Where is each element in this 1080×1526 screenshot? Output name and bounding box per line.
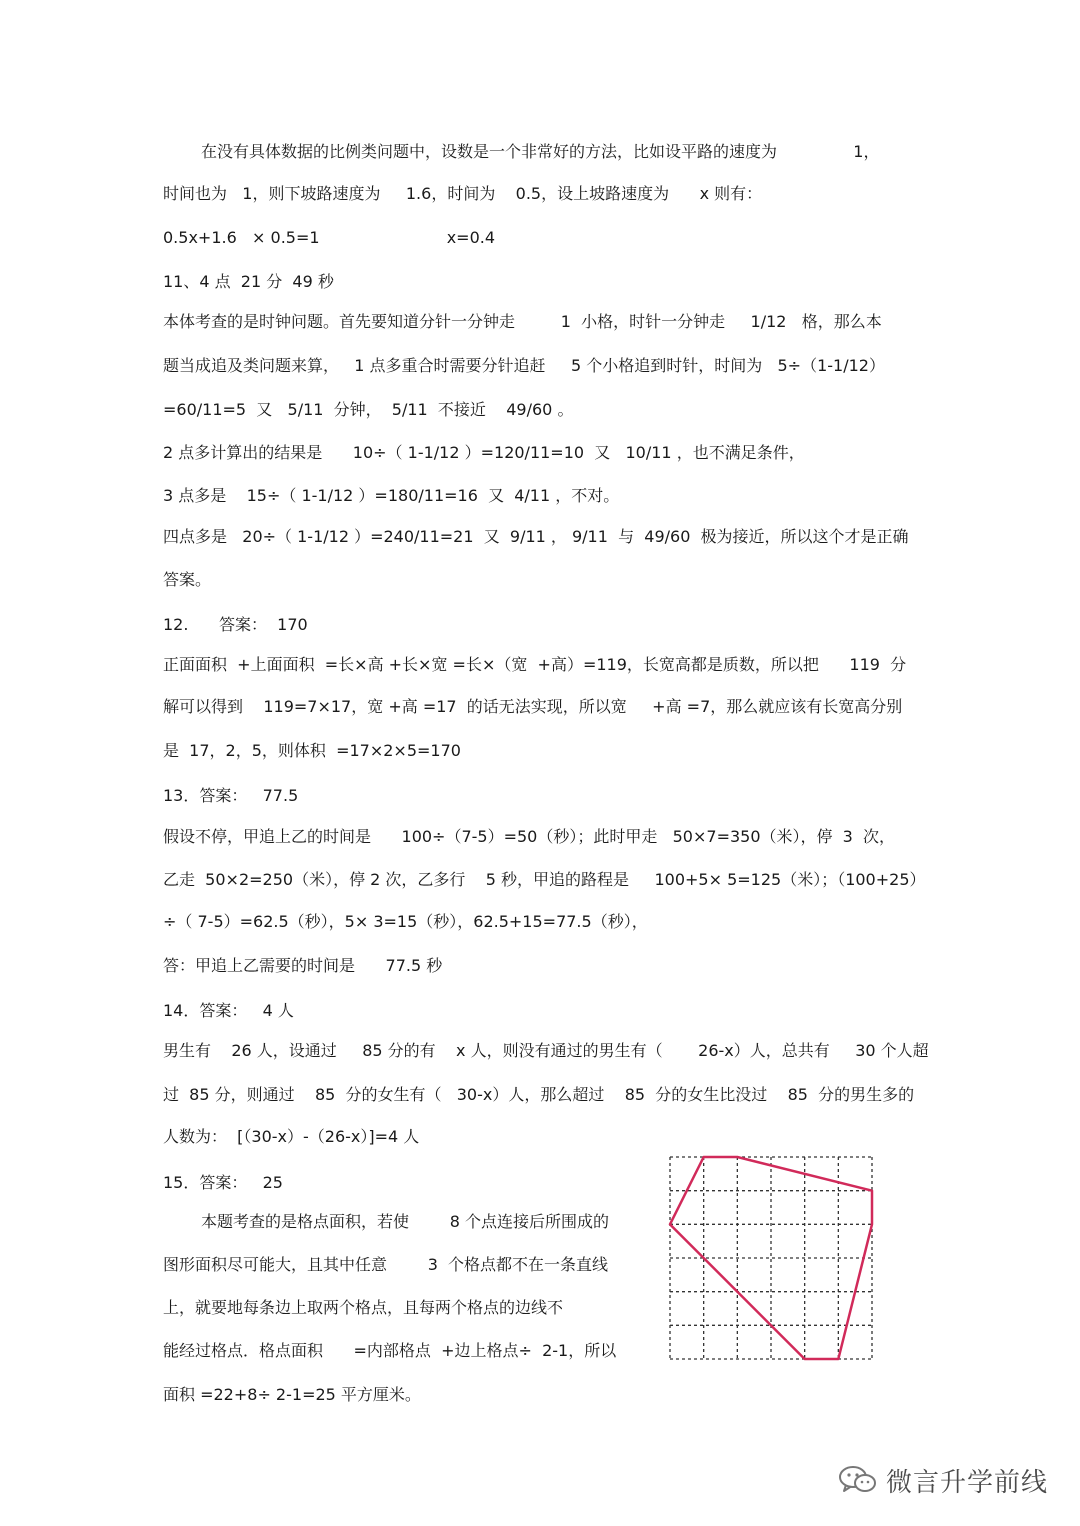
text-line-18: 乙走 50×2=250（米），停 2 次，乙多行 5 秒，甲追的路程是 100+5× 5=125（米）；（100+25） [163,870,926,889]
lattice-grid-svg [668,1155,874,1361]
text-line-14: 解可以得到 119=7×17，宽 +高 =17 的话无法实现，所以宽 +高 =7，那么就应该有长宽高分别 [163,697,903,716]
text-line-1: 在没有具体数据的比例类问题中，设数是一个非常好的方法，比如设平路的速度为 1， [201,142,880,161]
question-11-heading: 11、4 点 21 分 49 秒 [163,272,334,291]
text-line-10: 四点多是 20÷（ 1-1/12 ）=240/11=21 又 9/11 ， 9/11 与 49/60 极为接近，所以这个才是正确 [163,527,909,546]
text-line-7: =60/11=5 又 5/11 分钟， 5/11 不接近 49/60 。 [163,400,574,419]
text-line-30: 面积 =22+8÷ 2-1=25 平方厘米。 [163,1385,421,1404]
text-line-29: 能经过格点．格点面积 =内部格点 +边上格点÷ 2-1，所以 [163,1341,617,1360]
text-line-24: 人数为： [（30-x）-（26-x）]=4 人 [163,1127,420,1146]
text-line-19: ÷（ 7-5）=62.5（秒），5× 3=15（秒），62.5+15=77.5（秒）， [163,912,648,931]
text-line-2: 时间也为 1，则下坡路速度为 1.6，时间为 0.5，设上坡路速度为 x 则有： [163,184,763,203]
question-12-heading: 12. 答案： 170 [163,615,308,634]
text-line-13: 正面面积 +上面面积 =长×高 +长×宽 =长×（宽 +高）=119，长宽高都是质数，所以把 119 分 [163,655,907,674]
text-line-22: 男生有 26 人，设通过 85 分的有 x 人，则没有通过的男生有（ 26-x）人，总共有 30 个人超 [163,1041,929,1060]
question-14-heading: 14．答案： 4 人 [163,1001,294,1020]
text-line-26: 本题考查的是格点面积，若使 8 个点连接后所围成的 [201,1212,609,1231]
watermark [838,1460,1048,1500]
question-15-heading: 15．答案： 25 [163,1173,283,1192]
watermark-text: 微言升学前线 [886,1467,1049,1498]
text-line-3: 0.5x+1.6 × 0.5=1 x=0.4 [163,228,496,247]
text-line-15: 是 17，2，5，则体积 =17×2×5=170 [163,741,461,760]
text-line-9: 3 点多是 15÷（ 1-1/12 ）=180/11=16 又 4/11 ，不对。 [163,486,620,505]
text-line-20: 答：甲追上乙需要的时间是 77.5 秒 [163,956,443,975]
text-line-28: 上，就要地每条边上取两个格点，且每两个格点的边线不 [163,1298,564,1317]
text-line-5: 本体考查的是时钟问题。首先要知道分针一分钟走 1 小格，时针一分钟走 1/12 格，那么本 [163,312,882,331]
text-line-23: 过 85 分，则通过 85 分的女生有（ 30-x）人，那么超过 85 分的女生比没过 85 分的男生多的 [163,1085,915,1104]
text-line-11: 答案。 [163,570,212,589]
text-line-17: 假设不停，甲追上乙的时间是 100÷（7-5）=50（秒）；此时甲走 50×7=350（米），停 3 次， [163,827,896,846]
wechat-icon [838,1464,878,1496]
lattice-grid-figure [668,1155,874,1361]
text-line-6: 题当成追及类问题来算， 1 点多重合时需要分针追赶 5 个小格追到时针，时间为 5÷（1-1/12） [163,356,885,375]
question-13-heading: 13．答案： 77.5 [163,786,299,805]
text-line-8: 2 点多计算出的结果是 10÷（ 1-1/12 ）=120/11=10 又 10/11 ，也不满足条件， [163,443,805,462]
text-line-27: 图形面积尽可能大，且其中任意 3 个格点都不在一条直线 [163,1255,609,1274]
